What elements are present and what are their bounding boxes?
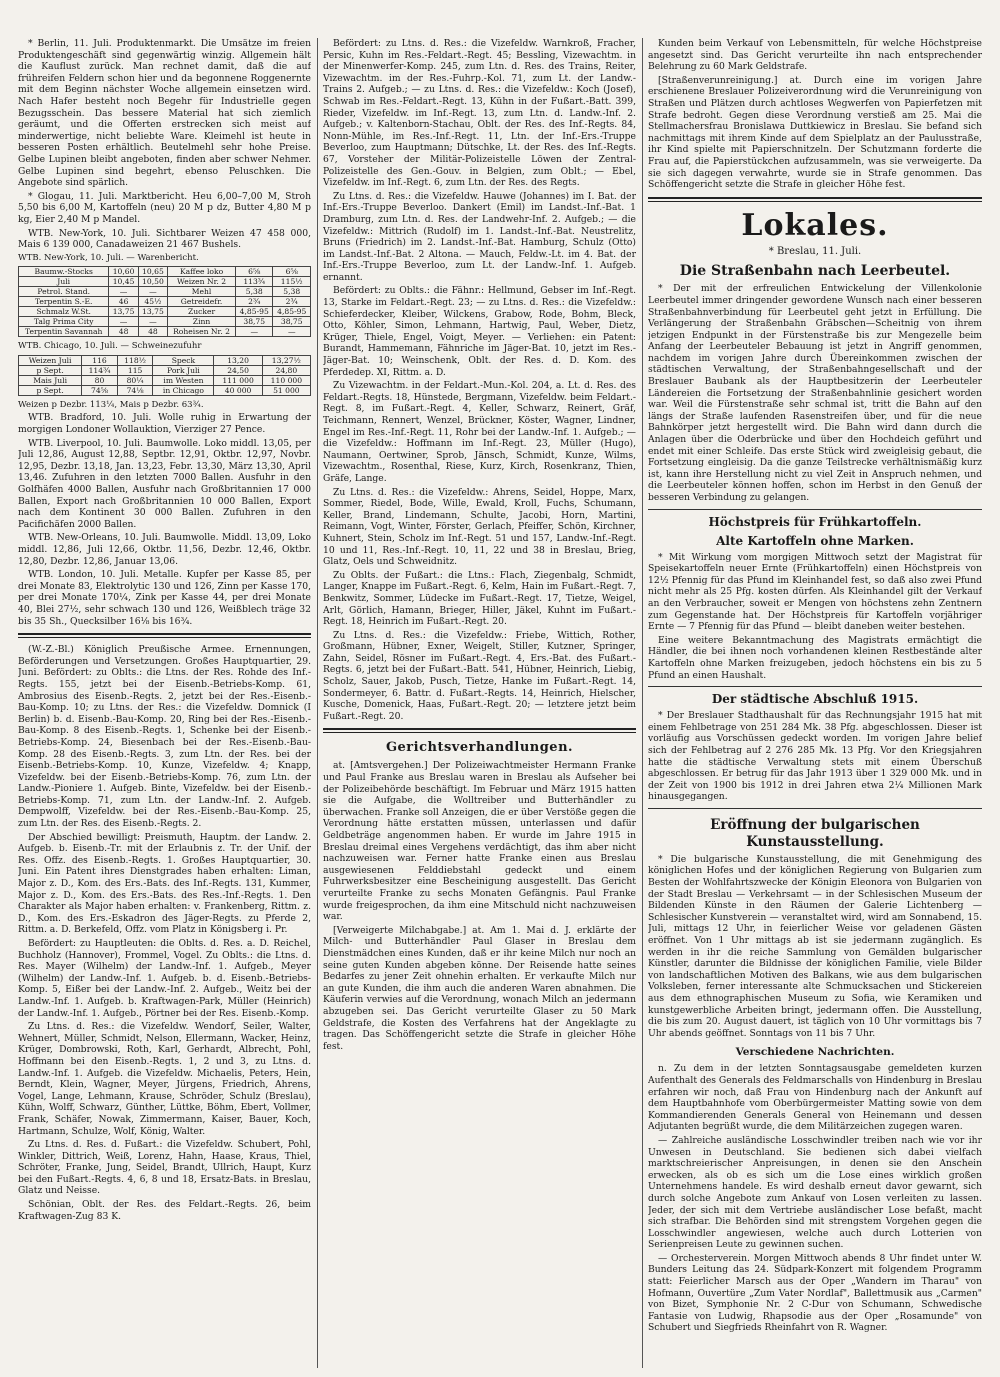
article-divider bbox=[648, 509, 982, 510]
section-divider bbox=[648, 197, 982, 202]
table-row: Weizen Juli 116 118½ Speck 13,20 13,27½ bbox=[19, 355, 311, 365]
army-notice: Zu Vizewachtm. in der Feldart.-Mun.-Kol. 204, a. Lt. d. Res. des Feldart.-Regts. 18, Hünstede, Bergmann, Vizefeldw. beim Feldart.-Regt. 8, im Fußart.-Regt. 4, Keller, Schwarz, Reinert, Gräf, Teichmann, Rennert, Wenzel, Brückner, Köster, Wagner, Lindner, Engel im Res.-Inf.-Regt. 11, Rohr bei der Landw.-Inf. 1. Aufgeb.; — die Vizefeldw.: Hoffmann im Inf.-Regt. 23, Müller (Hugo), Naumann, Oertwiner, Sprob, Jänsch, Schmidt, Kunze, Wilms, Vizewachtm., Rosenthal, Riese, Kurz, Kirch, Rosenkranz, Thien, Gräfe, Lange. bbox=[323, 380, 636, 484]
column-rule bbox=[317, 38, 318, 1368]
article-body: * Die bulgarische Kunstausstellung, die mit Genehmigung des königlichen Hofes und der königlichen Regierung von Bulgarien zum Besten der Wohlfahrtszwecke der Königin Eleonora von Bulgarien von der Stadt Breslau — Verkehrsamt — in der Schlesischen Museum der Bildenden Künste in den Räumen der Galerie Lichtenberg — Schlesischer Kunstverein — veranstaltet wird, wird am Sonnabend, 15. Juli, mittags 12 Uhr, in feierlicher Weise vor geladenen Gästen eröffnet. Von 1 Uhr mittags ab ist sie jedermann zugänglich. Es werden in ihr die reiche Sammlung von Gemälden bulgarischer Künstler, darunter die Bildnisse der königlichen Familie, viele Bilder von landschaftlichen Motiven des Balkans, wie aus dem bulgarischen Volksleben, ferner interessante alte Schmucksachen und Stickereien aus dem ethnographischen Museum zu Sofia, wie Keramiken und kunstgewerbliche Arbeiten bringt, jedermann offen. Die Ausstellung, die bis zum 20. August dauert, ist täglich von 10 Uhr vormittags bis 7 Uhr abends geöffnet. Sonntags von 11 bis 7 Uhr. bbox=[648, 853, 982, 1039]
table-row: Juli 10,45 10,50 Weizen Nr. 2 113¾ 115½ bbox=[19, 277, 311, 287]
army-notice: Zu Ltns. d. Res. d. Fußart.: die Vizefeldw. Schubert, Pohl, Winkler, Dittrich, Weiß, Lorenz, Hahn, Haase, Kraus, Thiel, Schröter, Franke, Jung, Seidel, Brandt, Ullrich, Haupt, Kurz bei den Fußart.-Regts. 4, 6, 8 und 18, Ersatz-Bats. in Breslau, Glatz und Neisse. bbox=[18, 1139, 311, 1197]
court-report: at. [Amtsvergehen.] Der Polizeiwachtmeister Hermann Franke und Paul Franke aus Breslau waren in Breslau als Aufseher bei der Polizeibehörde beschäftigt. Im Februar und März 1915 hatten sie die Aufgabe, die Wolltreiber und Butterhändler zu überwachen. Franke soll Anzeigen, die er über Verstöße gegen die Verordnung hätte erstatten müssen, unterlassen und dafür Geldbeträge angenommen haben. Er wurde im Jahre 1915 in Breslau dreimal eines Vergehens verdächtigt, das ihm aber nicht nachzuweisen war. Ferner hatte Franke einen aus Breslau ausgewiesenen Felddiebstahl gedeckt und einem Fuhrwerksbesitzer eine Bescheinigung ausgestellt. Das Gericht verurteilte Franke zu sechs Monaten Gefängnis. Paul Franke wurde freigesprochen, da ihm eine Mitschuld nicht nachzuweisen war. bbox=[323, 760, 636, 923]
market-report: WTB. Bradford, 10. Juli. Wolle ruhig in Erwartung der morgigen Londoner Wollauktion, Vierziger 27 Pence. bbox=[18, 412, 311, 436]
article-heading: Der städtische Abschluß 1915. bbox=[711, 692, 919, 707]
market-report: WTB. Liverpool, 10. Juli. Baumwolle. Loko middl. 13,05, per Juli 12,86, August 12,88, Septbr. 12,91, Oktbr. 12,97, Novbr. 12,95, Dezbr. 13,18, Jan. 13,23, Febr. 13,30, März 13,30, April 13,46. Zufuhren in den letzten 7000 Ballen. Ausfuhr in den Golfhäfen 4000 Ballen, Ausfuhr nach Großbritannien 17 000 Ballen, Export nach Großbritannien 10 000 Ballen, Export nach dem Kontinent 30 000 Ballen. Zufuhren in den Pacifichäfen 2000 Ballen. bbox=[18, 437, 311, 530]
market-report: WTB. New-Orleans, 10. Juli. Baumwolle. Middl. 13,09, Loko middl. 12,86, Juli 12,66, Oktbr. 11,56, Dezbr. 12,46, Oktbr. 12,80, Dezbr. 12,86, Januar 13,06. bbox=[18, 532, 311, 567]
table-note: Weizen p Dezbr. 113¼, Mais p Dezbr. 63¾. bbox=[18, 399, 204, 410]
article-heading: Höchstpreis für Frühkartoffeln. bbox=[708, 514, 922, 529]
column-1 bbox=[18, 38, 311, 1368]
army-notice: Befördert: zu Ltns. d. Res.: die Vizefeldw. Warnkroß, Fracher, Persic, Kuhn im Res.-Feldart.-Regt. 45; Bessling, Vizewachtm. in der Minenwerfer-Komp. 245, zum Ltn. d. Res. des Trains, Reiter, Vizewachtm. im der Res.-Fuhrp.-Kol. 71, zum Lt. der Landw.-Trains 2. Aufgeb.; — zu Ltns. d. Res.: die Vizefeldw.: Koch (Josef), Schwab im Res.-Feldart.-Regt. 13, Kühn in der Fußart.-Batt. 399, Rieder, Vizefeldw. im Inf.-Regt. 13, zum Ltn. d. Landw.-Inf. 2. Aufgeb.; v. Kaltenborn-Stachau, Oblt. der Res. des Inf.-Regts. 84, Nonn-Mühle, im Res.-Inf.-Regt. 11, Ltn. der Inf.-Ers.-Truppe Beverloo, zum Hauptmann; Dütschke, Lt. der Res. des Inf.-Regts. 67, Vorsteher der Militär-Polizeistelle Löwen der Zentral-Polizeistelle des Gen.-Gouv. in Belgien, zum Oblt.; — Ebel, Vizefeldw. im Inf.-Regt. 6, zum Ltn. der Res. des Regts. bbox=[323, 38, 636, 189]
army-notice: Zu Ltns. d. Res.: die Vizefeldw.: Ahrens, Seidel, Hoppe, Marx, Sommer, Riedel, Bode, Wille, Ewald, Kroll, Fuchs, Schumann, Keller, Brand, Lindemann, Schulte, Jacobi, Horn, Martini, Reimann, Vogt, Winter, Förster, Gerlach, Pfeiffer, Schön, Kirchner, Kuhnert, Stein, Scholz im Inf.-Regt. 51 und 157, Landw.-Inf.-Regt. 10 und 11, Res.-Inf.-Regt. 10, 11, 22 und 38 in Breslau, Brieg, Glatz, Oels und Schweidnitz. bbox=[323, 486, 636, 568]
section-heading-gericht: Gerichtsverhandlungen. bbox=[385, 740, 574, 756]
news-item: — Zahlreiche ausländische Losschwindler treiben nach wie vor ihr Unwesen in Deutschland. Sie bedienen sich dabei vielfach marktschreierischer Anpreisungen, in denen sie den Anschein erwecken, als ob es sich um die Lose eines wirklich großen Unternehmens handele. Es wird deshalb erneut davor gewarnt, sich durch solche Angebote zum Ankauf von Losen verleiten zu lassen. Jeder, der sich mit dem Vertriebe ausländischer Lose befaßt, macht sich strafbar. Die Behörden sind mit strengstem Vorgehen gegen die Losschwindler angewiesen, welche auch durch Lotterien von Serienpreisen Leute zu gewinnen suchen. bbox=[648, 1134, 982, 1251]
article-divider bbox=[648, 686, 982, 687]
table-row: Terpentin S.-E. 46 45½ Getreidefr. 2¾ 2¾ bbox=[19, 297, 311, 307]
news-item: — Orchesterverein. Morgen Mittwoch abends 8 Uhr findet unter W. Bunders Leitung das 24. Südpark-Konzert mit folgendem Programm statt: Feierlicher Marsch aus der Oper „Wandern im Tharau" von Hofmann, Ouvertüre „Zum Vater Nordlaf", Ballettmusik aus „Carmen" von Bizet, Symphonie Nr. 2 C-Dur von Schumann, Schwedische Fantasie von Ludwig, Rhapsodie aus der Oper „Rosamunde" von Schubert und Siegfrieds Rheinfahrt von R. Wagner. bbox=[648, 1252, 982, 1334]
article-divider bbox=[648, 808, 982, 809]
column-rule bbox=[642, 38, 643, 1368]
table-row: p Sept. 74⅝ 74⅛ in Chicago 40 000 51 000 bbox=[19, 385, 311, 395]
court-report: [Straßenverunreinigung.] at. Durch eine im vorigen Jahre erschienene Breslauer Polizeiverordnung wird die Verunreinigung von Straßen und Plätzen durch achtloses Wegwerfen von Papierfetzen mit Strafe bedroht. Gegen diese Verordnung verstieß am 25. Mai die Stellmachersfrau Bronislawa Duttkiewicz in Breslau. Sie befand sich nachmittags mit ihrem Kinde auf dem Spielplatz an der Paulusstraße, ihr Kind spielte mit Papierschnitzeln. Der Schutzmann forderte die Frau auf, die Papierstückchen aufzusammeln, was sie verweigerte. Da sie sich dagegen verwahrte, wurde sie in Strafe genommen. Das Schöffengericht setzte die Strafe in gleicher Höhe fest. bbox=[648, 74, 982, 191]
table-row: p Sept. 114¾ 115 Pork Juli 24,50 24,80 bbox=[19, 365, 311, 375]
article-body: * Mit Wirkung vom morgigen Mittwoch setzt der Magistrat für Speisekartoffeln neuer Ernte (Frühkartoffeln) einen Höchstpreis von 12½ Pfennig für das Pfund im Kleinhandel fest, so daß also zwei Pfund nicht mehr als 25 Pfg. kosten dürfen. Als Kleinhandel gilt der Verkauf an den Verbraucher, soweit er Mengen von höchstens zehn Zentnern zum Gegenstande hat. Der Höchstpreis für Kartoffeln vorjähriger Ernte — 7 Pfennig für das Pfund — bleibt daneben weiter bestehen. bbox=[648, 551, 982, 633]
newspaper-page bbox=[18, 38, 982, 1368]
court-report: [Verweigerte Milchabgabe.] at. Am 1. Mai d. J. erklärte der Milch- und Butterhändler Paul Glaser in Breslau dem Dienstmädchen eines Kunden, daß er ihr keine Milch nur noch an seine guten Kunden abgeben könne. Der Reisende hatte seines Bedarfes zu jener Zeit ohnehin erhalten. Er verkaufte Milch nur an gute Kunden, die ihm auch die anderen Waren abnahmen. Die Käuferin verwies auf die Verordnung, wonach Milch an jedermann abzugeben sei. Das Gericht verurteilte Glaser zu 50 Mark Geldstrafe, die Kosten des Verfahrens hat der Angeklagte zu tragen. Das Schöffengericht setzte die Strafe in gleicher Höhe fest. bbox=[323, 924, 636, 1052]
section-divider bbox=[18, 633, 311, 638]
army-notice: Zu Ltns. d. Res.: die Vizefeldw. Hauwe (Johannes) im I. Bat. der Inf.-Ers.-Truppe Beverloo. Dankert (Emil) im Landst.-Inf.-Bat. 1 Dramburg, zum Ltn. d. Res. der Landwehr-Inf. 2. Aufgeb.; — die Vizefeldw.: Mittrich (Rudolf) im 1. Landst.-Inf.-Bat. Neustrelitz, Bruns (Friedrich) im 2. Landst.-Inf.-Bat. Hamburg, Schulz (Otto) im Landst.-Inf.-Bat. 2 Altona. — Mauch, Feldw.-Lt. im 4. Bat. der Inf.-Ers.-Truppe Beverloo, zum Lt. der Landw.-Inf. 1. Aufgeb. ernannt. bbox=[323, 190, 636, 283]
market-table-chicago bbox=[18, 355, 311, 396]
article-body: * Der mit der erfreulichen Entwickelung der Villenkolonie Leerbeutel immer dringender gewordene Wunsch nach einer besseren Straßenbahnverbindung für Leerbeutel geht jetzt in Erfüllung. Die Verlängerung der Straßenbahn Gräbschen—Scheitnig von ihrem jetzigen Endpunkt in der Fürstenstraße bis zur Mengezelle beim Anfang der Leerbeuteler Bebauung ist jetzt in Angriff genommen, nachdem im vorigen Jahre durch Übereinkommen zwischen der städtischen Verwaltung, der Straßenbahngesellschaft und der Breslauer Baubank als der Hauptbesitzerin der Leerbeuteler Ländereien die Fortsetzung der Straßenbahnlinie gesichert worden war. Weil die Fürstenstraße sehr schmal ist, tritt die Bahn auf den längs der Straße laufenden Rasenstreifen über, und für die neue Bahnkörper jetzt hergestellt wird. Die Bahn wird dann durch die Anlagen über die Oderbrücke und über den Hochdeich geführt und endet mit einer Schleife. Das erste Stück wird zweigleisig gebaut, die Fortsetzung eingleisig. Da die ganze Teilstrecke verhältnismäßig kurz ist, kann ihre Herstellung nicht zu viel Zeit in Anspruch nehmen, und die Leerbeuteler können hoffen, schon im Herbst in den Genuß der besseren Verbindung zu gelangen. bbox=[648, 283, 982, 503]
army-notice: Zu Oblts. der Fußart.: die Ltns.: Flach, Ziegenbalg, Schmidt, Langer, Knappe im Fußart.-Regt. 6, Kelm, Hain im Fußart.-Regt. 7, Benkwitz, Sommer, Lüdecke im Fußart.-Regt. 17, Tietze, Weigel, Arlt, Görlich, Hamann, Brieger, Hiller, Jäkel, Kuhnt im Fußart.-Regt. 18, Heinrich im Fußart.-Regt. 20. bbox=[323, 569, 636, 628]
article-subheading: Alte Kartoffeln ohne Marken. bbox=[716, 533, 914, 548]
table-row: Baumw.-Stocks 10,60 10,65 Kaffee loko 6⅝ 6⅝ bbox=[19, 267, 311, 277]
article-body: * Der Breslauer Stadthaushalt für das Rechnungsjahr 1915 hat mit einem Fehlbetrage von 251 284 Mk. 38 Pfg. abgeschlossen. Dieser ist vorläufig aus Vorschüssen gedeckt worden. Im vorigen Jahre belief sich der Fehlbetrag auf 2 276 285 Mk. 13 Pfg. Vor den Kriegsjahren hatte die städtische Verwaltung stets mit einem Überschuß abgeschlossen. Er betrug für das Jahr 1913 über 1 329 000 Mk. und in der Zeit von 1900 bis 1912 in drei Jahren etwa 2¼ Millionen Mark hinausgegangen. bbox=[648, 710, 982, 803]
article-heading: Eröffnung der bulgarischen Kunstausstellung. bbox=[710, 816, 920, 850]
table-row: Schmalz W.St. 13,75 13,75 Zucker 4,85-95 4,85-95 bbox=[19, 307, 311, 317]
table-row: Petrol. Stand. — — Mehl 5,38 5,38 bbox=[19, 287, 311, 297]
army-notice: Befördert: zu Hauptleuten: die Oblts. d. Res. a. D. Reichel, Buchholz (Hannover), Frommel, Vogel. Zu Oblts.: die Ltns. d. Res. Mayer (Wilhelm) der Landw.-Inf. 1. Aufgeb., Meyer (Wilhelm) der Landw.-Inf. 1. Aufgeb. b. d. Eisenb.-Betriebs-Komp. 5, Eißer bei der Landw.-Inf. 2. Aufgeb., Weitz bei der Landw.-Inf. 1. Aufgeb. b. Kraftwagen-Park, Müller (Heinrich) der Landw.-Inf. 1. Aufgeb., Pörtner bei der Res. Eisenb.-Komp. bbox=[18, 938, 311, 1019]
court-report: Kunden beim Verkauf von Lebensmitteln, für welche Höchstpreise angesetzt sind. Das Gericht verurteilte ihn nach entsprechender Belehrung zu 60 Mark Geldstrafe. bbox=[648, 38, 982, 73]
market-report: WTB. London, 10. Juli. Metalle. Kupfer per Kasse 85, per drei Monate 83, Elektrolytic 130 und 126, Zinn per Kasse 170, per drei Monate 170¼, Zink per Kasse 44, per drei Monate 40, Blei 27½, sehr schwach 130 und 126, Weißblech träge 32 bis 35 Sh., Quecksilber 16⅛ bis 16¾. bbox=[18, 569, 311, 627]
article-heading: Die Straßenbahn nach Leerbeutel. bbox=[679, 263, 951, 280]
article-body: Eine weitere Bekanntmachung des Magistrats ermächtigt die Händler, die bei ihnen noch vorhandenen kleinen Restbestände alter Kartoffeln ohne Marken freizugeben, jedoch höchstens ein bis zu 5 Pfund an einen Haushalt. bbox=[648, 634, 982, 681]
section-heading-lokales: Lokales. bbox=[741, 207, 889, 243]
section-divider bbox=[323, 728, 636, 733]
market-report: * Glogau, 11. Juli. Marktbericht. Heu 6,00–7,00 M, Stroh 5,50 bis 6,00 M, Kartoffeln (neu) 20 M p dz, Butter 4,80 M p kg, Eier 2,40 M p Mandel. bbox=[18, 190, 311, 225]
army-notice: Zu Ltns. d. Res.: die Vizefeldw.: Friebe, Wittich, Rother, Großmann, Hübner, Exner, Weigelt, Stiller, Kutzner, Springer, Zahn, Seidel, Rösner im Fußart.-Regt. 4, Ers.-Bat. des Fußart.-Regts. 6, jetzt bei der Fußart.-Batt. 541, Hübner, Heinrich, Liebig, Scholz, Sauer, Jakob, Pusch, Tietze, Hanke im Fußart.-Regt. 14, Sondermeyer, 6. Battr. d. Fußart.-Regts. 14, Heinrich, Hielscher, Kusche, Domenick, Haas, Fußart.-Regt. 20; — letztere jetzt beim Fußart.-Regt. 20. bbox=[323, 629, 636, 722]
market-report: WTB. New-York, 10. Juli. Sichtbarer Weizen 47 458 000, Mais 6 139 000, Canadaweizen 21 467 Bushels. bbox=[18, 227, 311, 251]
news-item: n. Zu dem in der letzten Sonntagsausgabe gemeldeten kurzen Aufenthalt des Generals des Feldmarschalls von Hindenburg in Breslau erfahren wir noch, daß Frau von Hindenburg nach der Ankunft auf dem Hauptbahnhofe vom Oberbürgermeister Matting sowie von dem Kommandierenden Generals General von Heinemann und dessen Adjutanten begrüßt wurde, die dem Militärzeichen zugegen waren. bbox=[648, 1063, 982, 1133]
column-2 bbox=[323, 38, 636, 1368]
dateline: * Breslau, 11. Juli. bbox=[768, 245, 862, 257]
table-row: Talg Prima City — — Zinn 38,75 38,75 bbox=[19, 317, 311, 327]
table-row: Mais Juli 80 80¼ im Westen 111 000 110 000 bbox=[19, 375, 311, 385]
table-caption: WTB. New-York, 10. Juli. — Warenbericht. bbox=[18, 252, 199, 263]
army-notice: Befördert: zu Oblts.: die Fähnr.: Hellmund, Gebser im Inf.-Regt. 13, Starke im Feldart.-Regt. 23; — zu Ltns. d. Res.: die Vizefeldw.: Schieferdecker, Kleiber, Wilckens, Grabow, Rode, Bohm, Bleck, Otto, Köhler, Simon, Lehmann, Hartwig, Paul, Weber, Dietz, Krüger, Thiele, Engel, Voigt, Meyer. — Verliehen: ein Patent: Burandt, Hammemann, Fähnriche im Jäger-Bat. 10, jetzt im Res.-Jäger-Bat. 10; Weinschenk, Oblt. der Res. d. D. Kom. des Pferdedep. XI, Rittm. a. D. bbox=[323, 285, 636, 378]
army-notice: Zu Ltns. d. Res.: die Vizefeldw. Wendorf, Seiler, Walter, Wehnert, Müller, Schmidt, Nelson, Ellermann, Wacker, Heinz, Krüger, Dombrowski, Roth, Karl, Gerhardt, Albrecht, Pohl, Hoffmann bei den Eisenb.-Regts. 1, 2 und 3, zu Ltns. d. Landw.-Inf. 1. Aufgeb. die Vizefeldw. Michaelis, Peters, Hein, Berndt, Klein, Wagner, Meyer, Jürgens, Friedrich, Ahrens, Vogel, Lange, Lehmann, Krause, Schröder, Schulz (Breslau), Kühn, Wolff, Schwarz, Günther, Lüttke, Böhm, Ebert, Vollmer, Frank, Schäfer, Nowak, Zimmermann, Kaiser, Bauer, Koch, Hartmann, Schulze, Wolf, König, Walter. bbox=[18, 1021, 311, 1137]
column-3 bbox=[648, 38, 982, 1368]
army-notice: Schönian, Oblt. der Res. des Feldart.-Regts. 26, beim Kraftwagen-Zug 83 K. bbox=[18, 1199, 311, 1222]
article-heading: Verschiedene Nachrichten. bbox=[735, 1046, 895, 1059]
market-table-newyork bbox=[18, 266, 311, 337]
army-notice: Der Abschied bewilligt: Preismuth, Hauptm. der Landw. 2. Aufgeb. b. Eisenb.-Tr. mit der Erlaubnis z. Tr. der Unif. der Res. Offz. des Eisenb.-Regts. 1. Großes Hauptquartier, 30. Juni. Ein Patent ihres Dienstgrades haben erhalten: Liman, Major z. D., Kom. des Ers.-Bats. des Inf.-Regts. 131, Kummer, Major z. D., Kom. des Ers.-Bats. des Res.-Inf.-Regts. 1. Den Charakter als Major haben erhalten: v. Frankenberg, Rittm. z. D., Kom. des Ers.-Eskadron des Jäger-Regts. zu Pferde 2, Rittm. a. D. Berkefeld, Offz. vom Platz in Königsberg i. Pr. bbox=[18, 831, 311, 936]
market-report: * Berlin, 11. Juli. Produktenmarkt. Die Umsätze im freien Produktengeschäft sind gegenwärtig winzig. Allgemein hält die Kauflust zurück. Man rechnet damit, daß die auf frühreifen Feldern schon hier und da begonnene Roggenernte mit dem Beginn nächster Woche allgemein einsetzen wird. Nach Hafer besteht noch Begehr für Industrielle gegen Bezugsschein. Das bessere Material hat sich ziemlich geräumt, und die Offerten erstrecken sich meist auf minderwertige, nicht beliebte Ware. Kleimehl ist heute in besseren Posten erhältlich. Beutelmehl sehr hohe Preise. Gelbe Lupinen bleibt angeboten, finden aber schwer Nehmer. Gelbe Lupinen sind begehrt, ebenso Peluschken. Die Angebote sind spärlich. bbox=[18, 38, 311, 189]
table-caption: WTB. Chicago, 10. Juli. — Schweinezufuhr bbox=[18, 341, 202, 352]
army-notice: (W.-Z.-Bl.) Königlich Preußische Armee. Ernennungen, Beförderungen und Versetzungen. Großes Hauptquartier, 29. Juni. Befördert: zu Oblts.: die Ltns. der Res. Rohde des Inf.-Regts. 155, jetzt bei der Eisenb.-Betriebs-Komp. 61, Ambrosius des Eisenb.-Regts. 2, jetzt bei der Res.-Eisenb.-Bau-Komp. 10; zu Ltns. der Res.: die Vizefeldw. Domnick (I Berlin) b. d. Eisenb.-Bau-Komp. 20, Ring bei der Res.-Eisenb.-Bau-Komp. 8 des Eisenb.-Regts. 1, Schenke bei der Eisenb.-Betriebs-Komp. 24, Biesenbach bei der Res.-Eisenb.-Bau-Komp. 28 des Eisenb.-Regts. 3, zum Ltn. der Res. bei der Eisenb.-Betriebs-Komp. 10, Kunze, Vizefeldw. 4; Knapp, Vizefeldw. bei der Eisenb.-Betriebs-Komp. 76, zum Ltn. der Landw.-Pioniere 1. Aufgeb. Binte, Vizefeldw. bei der Eisenb.-Betriebs-Komp. 71, zum Ltn. der Landw.-Inf. 2. Aufgeb. Dempwolff, Vizefeldw. bei der Res.-Eisenb.-Bau-Komp. 25, zum Ltn. der Res. des Eisenb.-Regts. 2. bbox=[18, 644, 311, 830]
table-row: Terpentin Savannah 48 48 Roheisen Nr. 2 — — bbox=[19, 327, 311, 337]
